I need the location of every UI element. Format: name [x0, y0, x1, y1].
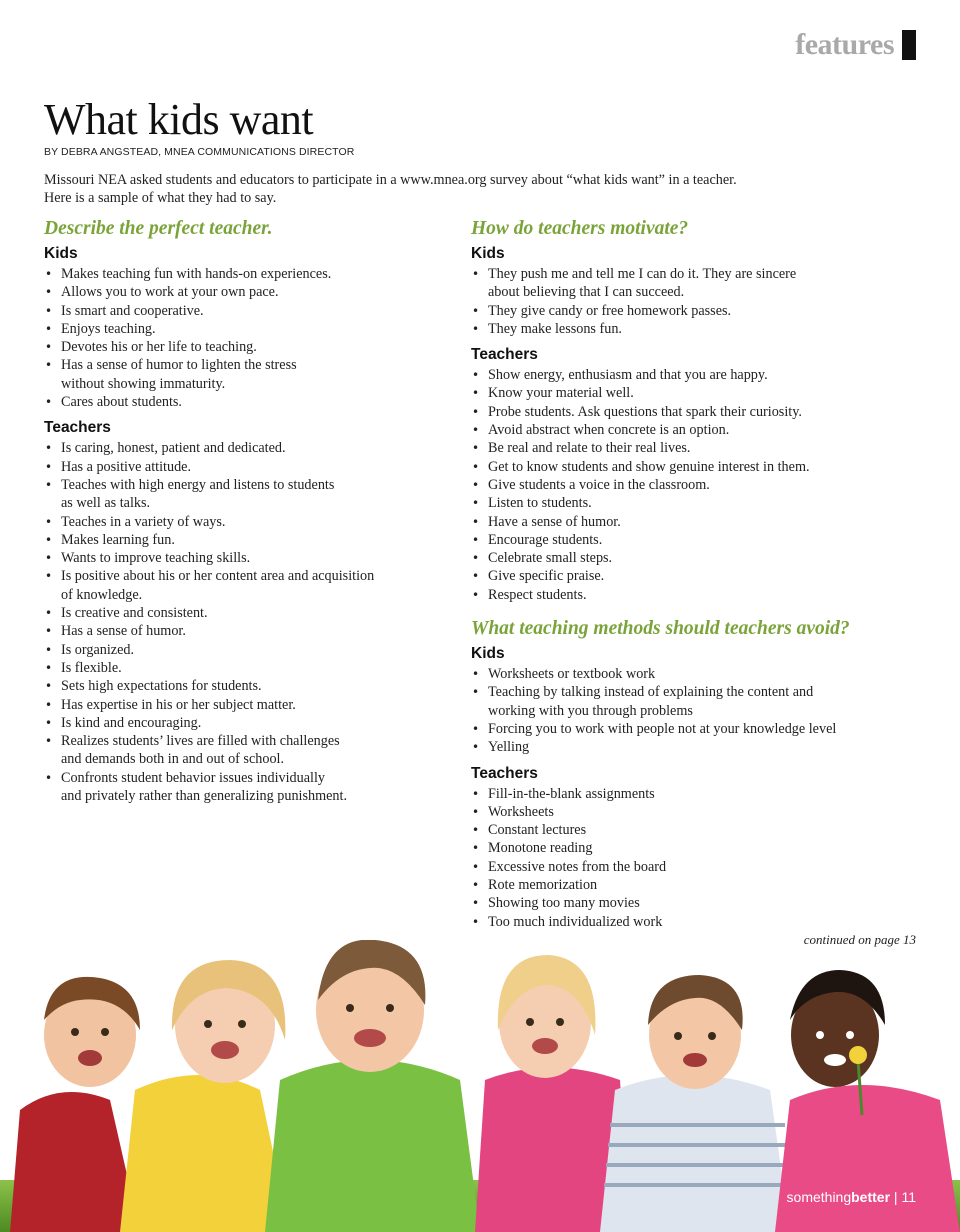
list-item — [44, 458, 444, 476]
list-item-line: • Is caring, honest, patient and dedicated. — [61, 440, 286, 457]
list-item — [471, 458, 916, 476]
kid-green-shirt — [265, 940, 480, 1232]
list-item — [471, 320, 916, 338]
list-item-line: • Get to know students and show genuine interest in them. — [488, 458, 810, 475]
list-item — [44, 604, 444, 622]
response-list — [471, 265, 916, 338]
list-item-line: • Is creative and consistent. — [61, 605, 208, 622]
footer-brand-light: something — [786, 1189, 852, 1205]
list-item — [471, 421, 916, 439]
list-item-line: as well as talks. — [61, 495, 151, 512]
list-item — [44, 476, 444, 513]
list-item-line: • Yelling — [488, 739, 530, 756]
list-item-line: • Is smart and cooperative. — [61, 302, 204, 319]
list-item — [44, 531, 444, 549]
list-item-line: • They make lessons fun. — [488, 320, 622, 337]
article-intro — [44, 171, 904, 207]
list-item-line: • Sets high expectations for students. — [61, 678, 262, 695]
article-title: What kids want — [44, 95, 314, 144]
list-item-line: • Is organized. — [61, 641, 135, 658]
list-item-line: • Respect students. — [488, 586, 587, 603]
list-item-line: • Showing too many movies — [488, 895, 640, 912]
list-item — [471, 494, 916, 512]
list-item-line: • Has a positive attitude. — [61, 458, 192, 475]
list-item — [471, 265, 916, 302]
list-item-line: • Forcing you to work with people not at your knowledge level — [488, 720, 837, 737]
list-item-line: • Encourage students. — [488, 531, 603, 548]
list-item-line: of knowledge. — [61, 586, 143, 603]
list-item — [471, 683, 916, 720]
list-item — [471, 665, 916, 683]
list-item — [44, 338, 444, 356]
list-item-line: • Devotes his or her life to teaching. — [61, 339, 257, 356]
survey-section — [44, 218, 444, 805]
list-item-line: • Realizes students’ lives are filled with challenges — [61, 733, 340, 750]
list-item-line: • Is positive about his or her content area and acquisition — [61, 568, 375, 585]
list-item — [471, 913, 916, 931]
left-column — [44, 218, 444, 813]
list-item — [44, 732, 444, 769]
list-item — [471, 476, 916, 494]
list-item-line: • Teaching by talking instead of explaining the content and — [488, 684, 814, 701]
list-item-line: • Constant lectures — [488, 822, 587, 839]
list-item-line: • Give specific praise. — [488, 568, 605, 585]
list-item — [471, 366, 916, 384]
list-item-line: • Excessive notes from the board — [488, 858, 667, 875]
section-marker-bar — [902, 30, 916, 60]
list-item-line: • Worksheets — [488, 803, 554, 820]
list-item — [44, 696, 444, 714]
list-item — [44, 320, 444, 338]
list-item — [471, 894, 916, 912]
article-byline: BY DEBRA ANGSTEAD, MNEA COMMUNICATIONS DIRECTOR — [44, 146, 355, 158]
list-item — [471, 876, 916, 894]
respondent-group-label: Kids — [44, 245, 78, 262]
list-item — [44, 567, 444, 604]
list-item-line: • Celebrate small steps. — [488, 550, 613, 567]
list-item — [44, 393, 444, 411]
list-item-line: and demands both in and out of school. — [61, 751, 285, 768]
list-item-line: • They push me and tell me I can do it. They are sincere — [488, 266, 797, 282]
respondent-group-label: Teachers — [471, 764, 538, 782]
list-item-line: • Teaches in a variety of ways. — [61, 513, 226, 530]
list-item-line: • Too much individualized work — [488, 913, 663, 930]
list-item — [471, 839, 916, 857]
respondent-group-label: Teachers — [44, 419, 111, 437]
list-item-line: • Worksheets or textbook work — [488, 666, 656, 683]
page-number: 11 — [901, 1189, 916, 1205]
list-item-line: • Wants to improve teaching skills. — [61, 550, 251, 567]
list-item-line: • Be real and relate to their real lives. — [488, 440, 691, 457]
list-item-line: • Show energy, enthusiasm and that you are happy. — [488, 367, 768, 384]
list-item — [44, 641, 444, 659]
list-item — [471, 785, 916, 803]
list-item — [44, 356, 444, 393]
list-item-line: • Have a sense of humor. — [488, 513, 621, 530]
list-item-line: • Probe students. Ask questions that spark their curiosity. — [488, 403, 802, 420]
footer-brand-bold: better — [851, 1189, 891, 1205]
list-item — [44, 302, 444, 320]
list-item-line: • Rote memorization — [488, 877, 598, 894]
list-item — [471, 403, 916, 421]
list-item-line: • Fill-in-the-blank assignments — [488, 785, 655, 802]
list-item — [471, 720, 916, 738]
list-item-line: • Has a sense of humor to lighten the stress — [61, 357, 297, 374]
section-label: features — [795, 28, 894, 61]
list-item — [471, 738, 916, 756]
list-item — [471, 531, 916, 549]
survey-section — [471, 618, 916, 931]
response-list — [44, 265, 444, 411]
list-item-line: • Has expertise in his or her subject matter. — [61, 696, 296, 713]
list-item — [471, 439, 916, 457]
list-item-line: • Has a sense of humor. — [61, 623, 186, 640]
respondent-group-label: Teachers — [471, 346, 538, 364]
list-item — [471, 821, 916, 839]
list-item — [471, 549, 916, 567]
survey-section — [471, 218, 916, 604]
response-list — [471, 785, 916, 931]
list-item-line: • Allows you to work at your own pace. — [61, 284, 279, 301]
kid-striped-shirt — [600, 975, 791, 1232]
list-item-line: • Give students a voice in the classroom. — [488, 476, 710, 493]
kid-yellow-shirt — [120, 960, 290, 1232]
intro-line: Missouri NEA asked students and educators to participate in a www.mnea.org survey about “what kids want” in a teacher. — [44, 172, 737, 188]
list-item-line: • Monotone reading — [488, 840, 593, 857]
list-item — [44, 622, 444, 640]
respondent-group-label: Kids — [471, 645, 505, 663]
list-item-line: without showing immaturity. — [61, 375, 226, 392]
list-item — [44, 714, 444, 732]
list-item-line: • Know your material well. — [488, 385, 634, 402]
list-item — [471, 858, 916, 876]
list-item-line: working with you through problems — [488, 702, 693, 719]
section-header — [795, 28, 916, 62]
footer-separator: | — [893, 1189, 898, 1205]
section-question: Describe the perfect teacher. — [44, 218, 273, 239]
list-item — [471, 384, 916, 402]
section-question: What teaching methods should teachers avoid? — [471, 618, 850, 640]
response-list — [471, 366, 916, 604]
list-item-line: • Is flexible. — [61, 659, 122, 676]
response-list — [44, 439, 444, 805]
list-item — [44, 659, 444, 677]
right-column — [471, 218, 916, 939]
list-item — [44, 283, 444, 301]
list-item-line: • Avoid abstract when concrete is an option. — [488, 422, 730, 439]
list-item-line: and privately rather than generalizing punishment. — [61, 788, 348, 805]
list-item — [44, 439, 444, 457]
kid-red-shirt — [10, 977, 140, 1232]
list-item-line: • They give candy or free homework passes. — [488, 302, 732, 319]
flower-icon — [849, 1046, 867, 1064]
list-item — [44, 769, 444, 806]
page-footer — [787, 1189, 916, 1205]
intro-line: Here is a sample of what they had to say. — [44, 190, 277, 206]
list-item-line: • Makes teaching fun with hands-on experiences. — [61, 266, 332, 282]
section-question: How do teachers motivate? — [471, 218, 689, 239]
list-item — [44, 513, 444, 531]
list-item-line: • Cares about students. — [61, 394, 182, 411]
list-item-line: • Teaches with high energy and listens to students — [61, 476, 335, 493]
list-item — [471, 586, 916, 604]
list-item-line: • Enjoys teaching. — [61, 320, 156, 337]
list-item-line: • Confronts student behavior issues individually — [61, 769, 326, 786]
list-item — [471, 513, 916, 531]
list-item — [44, 265, 444, 283]
list-item-line: about believing that I can succeed. — [488, 284, 685, 301]
list-item — [471, 803, 916, 821]
list-item — [44, 549, 444, 567]
response-list — [471, 665, 916, 756]
list-item — [44, 677, 444, 695]
continued-note: continued on page 13 — [803, 932, 916, 947]
respondent-group-label: Kids — [471, 245, 505, 262]
list-item-line: • Is kind and encouraging. — [61, 714, 202, 731]
list-item — [471, 567, 916, 585]
list-item-line: • Makes learning fun. — [61, 531, 175, 548]
list-item-line: • Listen to students. — [488, 495, 592, 512]
list-item — [471, 302, 916, 320]
